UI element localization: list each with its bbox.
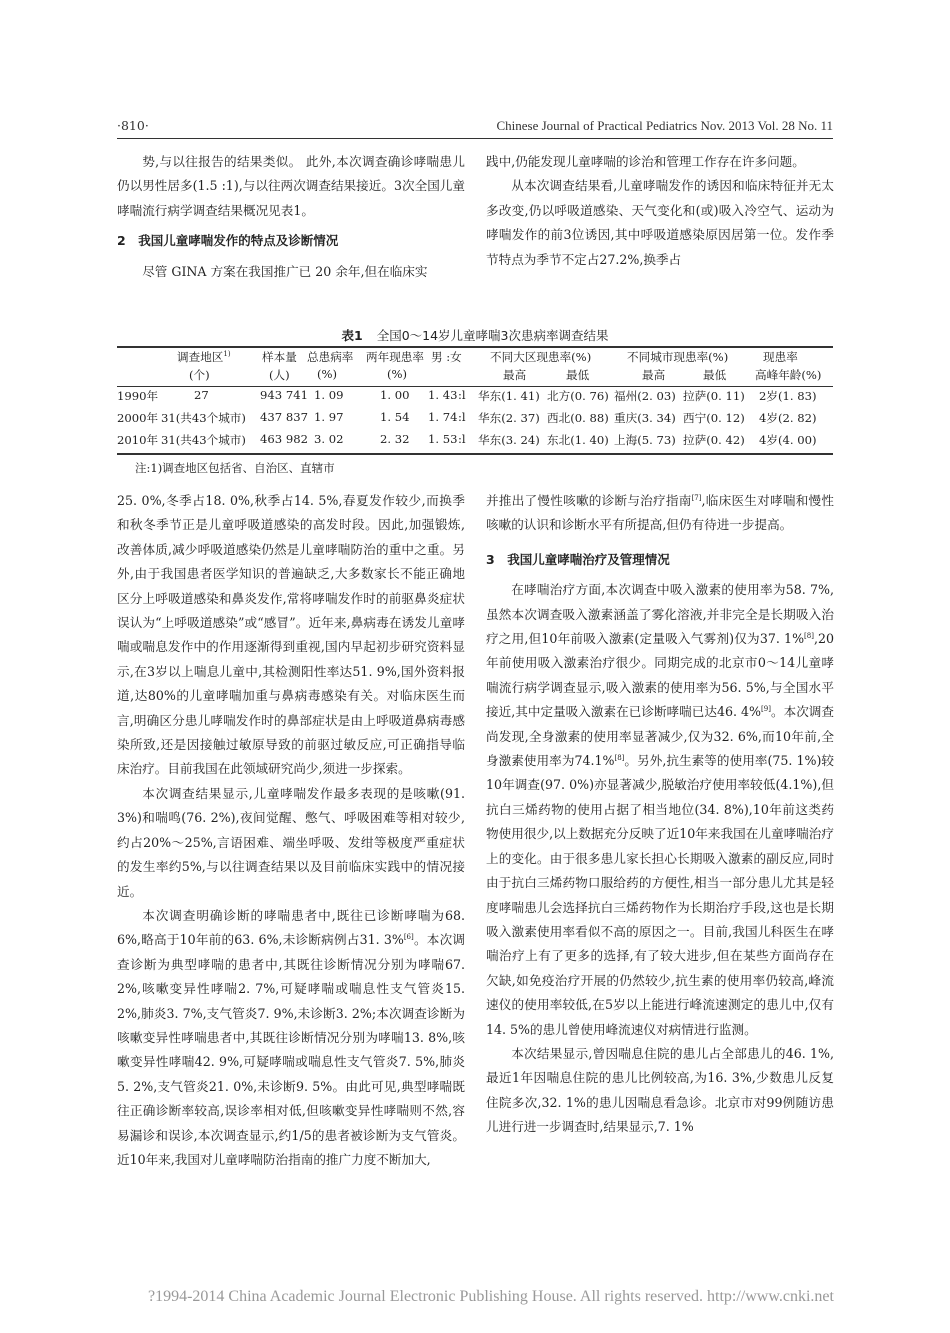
right-column-top bbox=[486, 150, 834, 272]
th-area-low: 最低 bbox=[566, 368, 590, 382]
cell-region: 31(共43个城市) bbox=[161, 411, 246, 425]
cell-area-high: 华东(3. 24) bbox=[478, 433, 540, 447]
table-row bbox=[117, 388, 833, 410]
cell-total: 1. 97 bbox=[314, 410, 344, 424]
cell-year: 2010年 bbox=[117, 433, 159, 447]
cell-total: 3. 02 bbox=[314, 432, 344, 446]
citation: [6] bbox=[403, 933, 414, 942]
th-peak-age: 高峰年龄(%) bbox=[755, 368, 822, 382]
cell-sample: 437 837 bbox=[260, 410, 308, 424]
section-heading-2: 2 我国儿童哮喘发作的特点及诊断情况 bbox=[117, 233, 339, 249]
cell-city-low: 拉萨(0. 11) bbox=[683, 389, 745, 403]
cell-city-high: 上海(5. 73) bbox=[614, 433, 676, 447]
th-total-unit: (%) bbox=[317, 367, 338, 381]
cell-peak: 2岁(1. 83) bbox=[759, 389, 817, 403]
th-area-group: 不同大区现患率(%) bbox=[490, 350, 592, 364]
left-column-bottom bbox=[117, 489, 465, 1172]
cell-city-high: 重庆(3. 34) bbox=[614, 411, 676, 425]
journal-header: Chinese Journal of Practical Pediatrics Nov. 2013 Vol. 28 No. 11 bbox=[496, 118, 833, 133]
th-region: 调查地区$^{1)}$ bbox=[177, 350, 231, 364]
cell-two-year: 2. 32 bbox=[380, 432, 410, 446]
table-title: 全国0～14岁儿童哮喘3次患病率调查结果 bbox=[376, 328, 609, 343]
table-top-rule bbox=[117, 346, 833, 348]
cell-city-high: 福州(2. 03) bbox=[614, 389, 676, 403]
th-peak: 现患率 bbox=[763, 350, 798, 364]
paragraph: 势,与以往报告的结果类似。 此外,本次调查确诊哮喘患儿仍以男性居多(1.5 :1),与以往两次调查结果接近。3次全国儿童哮喘流行病学调查结果概况见表1。 bbox=[117, 154, 465, 218]
cell-city-low: 拉萨(0. 42) bbox=[683, 433, 745, 447]
page-number: ·810· bbox=[117, 118, 149, 133]
cell-ratio-colon: :l bbox=[458, 432, 466, 446]
th-city-low: 最低 bbox=[703, 368, 727, 382]
citation: [8] bbox=[804, 631, 814, 640]
citation: [8] bbox=[614, 753, 625, 762]
th-two-year-unit: (%) bbox=[387, 367, 408, 381]
header-rule bbox=[117, 138, 833, 139]
cell-sample: 943 741 bbox=[260, 388, 308, 402]
right-column-bottom bbox=[486, 489, 834, 1140]
cell-area-low: 东北(1. 40) bbox=[547, 433, 609, 447]
paragraph: 践中,仍能发现儿童哮喘的诊治和管理工作存在许多问题。 bbox=[486, 154, 805, 169]
cell-two-year: 1. 54 bbox=[380, 410, 410, 424]
cell-two-year: 1. 00 bbox=[380, 388, 410, 402]
cell-ratio: 1. 43 bbox=[428, 388, 458, 402]
table-bottom-rule bbox=[117, 453, 833, 455]
paragraph: 本次调查明确诊断的哮喘患者中,既往已诊断哮喘为68. 6%,略高于10年前的63. 6%,未诊断病例占31. 3%[6]。本次调查诊断为典型哮喘的患者中,其既往诊断情况分别为哮喘67. 2%,咳嗽变异性哮喘2. 7%,可疑哮喘或喘息性支气管炎15. 2%,肺炎3. 7%,支气管炎7. 9%,未诊断3. 2%;本次调查诊断为咳嗽变异性哮喘患者中,其既往诊断情况分别为哮喘13. 8%,咳嗽变异性哮喘42. 9%,可疑哮喘或喘息性支气管炎7. 5%,肺炎5. 2%,支气管炎21. 0%,未诊断9. 5%。由此可见,典型哮喘既往正确诊断率较高,误诊率相对低,但咳嗽变异性哮喘则不然,容易漏诊和误诊,本次调查显示,约1/5的患者被诊断为支气管炎。近10年来,我国对儿童哮喘防治指南的推广力度不断加大, bbox=[117, 907, 465, 1167]
cell-area-low: 西北(0. 88) bbox=[547, 411, 609, 425]
paragraph: 25. 0%,冬季占18. 0%,秋季占14. 5%,春夏发作较少,而换季和秋冬季节正是儿童呼吸道感染的高发时段。因此,加强锻炼,改善体质,减少呼吸道感染仍然是儿童哮喘防治的重中之重。另外,由于我国患者医学知识的普遍缺乏,大多数家长不能正确地区分上呼吸道感染和鼻炎发作,常将哮喘发作时的前驱鼻炎症状误认为“上呼吸道感染”或“感冒”。近年来,鼻病毒在诱发儿童哮喘或喘息发作中的作用逐渐得到重视,国内早起初步研究资料显示,在3岁以上喘息儿童中,其检测阳性率达51. 9%,国外资料报道,达80%的儿童哮喘加重与鼻病毒感染有关。对临床医生而言,明确区分患儿哮喘发作时的鼻部症状是由上呼吸道鼻病毒感染所致,还是因接触过敏原导致的前驱过敏反应,可正确指导临床治疗。目前我国在此领域研究尚少,须进一步探索。 bbox=[117, 493, 465, 777]
table-row bbox=[117, 432, 833, 454]
paragraph: 本次调查结果显示,儿童哮喘发作最多表现的是咳嗽(91. 3%)和喘鸣(76. 2%),夜间觉醒、憋气、呼吸困难等相对较少,约占20%～25%,言语困难、端坐呼吸、发绀等极度严重症状的发生率约5%,与以往调查结果以及目前临床实践中的情况接近。 bbox=[117, 785, 465, 899]
th-two-year: 两年现患率 bbox=[366, 350, 424, 364]
cell-year: 2000年 bbox=[117, 411, 159, 425]
cell-area-high: 华东(2. 37) bbox=[478, 411, 540, 425]
cell-city-low: 西宁(0. 12) bbox=[683, 411, 745, 425]
copyright-footer: ?1994-2014 China Academic Journal Electronic Publishing House. All rights reserved. http://www.cnki.net bbox=[148, 1288, 834, 1305]
table-header bbox=[117, 349, 833, 389]
table-mid-rule bbox=[117, 386, 833, 387]
table-body bbox=[117, 388, 833, 454]
th-sex-ratio: 男 :女 bbox=[431, 350, 462, 364]
citation: [9] bbox=[761, 705, 771, 714]
cell-year: 1990年 bbox=[117, 389, 159, 403]
cell-area-high: 华东(1. 41) bbox=[478, 389, 540, 403]
th-total: 总患病率 bbox=[307, 350, 354, 364]
cell-ratio-colon: :l bbox=[458, 388, 466, 402]
paragraph: 并推出了慢性咳嗽的诊断与治疗指南[7],临床医生对哮喘和慢性咳嗽的认识和诊断水平有所提高,但仍有待进一步提高。 bbox=[486, 493, 834, 533]
th-region-unit: (个) bbox=[189, 368, 210, 382]
paragraph: 本次结果显示,曾因喘息住院的患儿占全部患儿的46. 1%,最近1年因喘息住院的患儿比例较高,为16. 3%,少数患儿反复住院多次,32. 1%的患儿因喘息看急诊。北京市对99例随访患儿进行进一步调查时,结果显示,7. 1% bbox=[486, 1045, 834, 1135]
table-number: 表1 bbox=[341, 328, 363, 343]
cell-total: 1. 09 bbox=[314, 388, 344, 402]
table-note: 注:1)调查地区包括省、自治区、直辖市 bbox=[135, 461, 335, 475]
cell-area-low: 北方(0. 76) bbox=[547, 389, 609, 403]
th-area-high: 最高 bbox=[503, 368, 527, 382]
cell-peak: 4岁(2. 82) bbox=[759, 411, 817, 425]
section-heading-3: 3 我国儿童哮喘治疗及管理情况 bbox=[486, 551, 670, 567]
table-caption bbox=[117, 326, 833, 344]
th-sample: 样本量 bbox=[262, 350, 297, 364]
cell-peak: 4岁(4. 00) bbox=[759, 433, 817, 447]
cell-ratio-colon: :l bbox=[458, 410, 466, 424]
th-city-high: 最高 bbox=[642, 368, 666, 382]
th-city-group: 不同城市现患率(%) bbox=[627, 350, 729, 364]
left-column-top bbox=[117, 150, 465, 284]
citation: [7] bbox=[691, 493, 702, 502]
cell-region: 31(共43个城市) bbox=[161, 433, 246, 447]
cell-region: 27 bbox=[194, 388, 209, 402]
paragraph: 从本次调查结果看,儿童哮喘发作的诱因和临床特征并无太多改变,仍以呼吸道感染、天气变化和(或)吸入冷空气、运动为哮喘发作的前3位诱因,其中呼吸道感染原因居第一位。发作季节特点为季节不定占27.2%,换季占 bbox=[486, 178, 834, 267]
table-row bbox=[117, 410, 833, 432]
paragraph: 在哮喘治疗方面,本次调查中吸入激素的使用率为58. 7%,虽然本次调查吸入激素涵盖了雾化溶液,并非完全是长期吸入治疗之用,但10年前吸入激素(定量吸入气雾剂)仅为37. 1%[8],20年前使用吸入激素治疗很少。同期完成的北京市0～14儿童哮喘流行病学调查显示,吸入激素的使用率为56. 5%,与全国水平接近,其中定量吸入激素在已诊断哮喘已达46. 4%[9]。本次调查尚发现,全身激素的使用率显著减少,仅为32. 6%,而10年前,全身激素使用率为74.1%[8]。另外,抗生素等的使用率(75. 1%)较10年调查(97. 0%)亦显著减少,脱敏治疗使用率较低(4.1%),但抗白三烯药物的使用占据了相当地位(34. 8%),10年前这类药物使用很少,以上数据充分反映了近10年来我国在儿童哮喘治疗上的变化。由于很多患儿家长担心长期吸入激素的副反应,同时由于抗白三烯药物口服给药的方便性,相当一部分患儿尤其是轻度哮喘患儿会选择抗白三烯药物作为长期治疗手段,这也是长期吸入激素使用率看似不高的原因之一。目前,我国儿科医生在哮喘治疗上有了更多的选择,有了较大进步,但在某些方面尚存在欠缺,如免疫治疗开展的仍然较少,抗生素的使用率仍较高,峰流速仪的使用率较低,在5岁以上能进行峰流速测定的患儿中,仅有14. 5%的患儿曾使用峰流速仪对病情进行监测。 bbox=[486, 582, 835, 1037]
cell-sample: 463 982 bbox=[260, 432, 308, 446]
cell-ratio: 1. 74 bbox=[428, 410, 458, 424]
th-sample-unit: (人) bbox=[269, 368, 290, 382]
paragraph: 尽管 GINA 方案在我国推广已 20 余年,但在临床实 bbox=[142, 263, 428, 279]
cell-ratio: 1. 53 bbox=[428, 432, 458, 446]
